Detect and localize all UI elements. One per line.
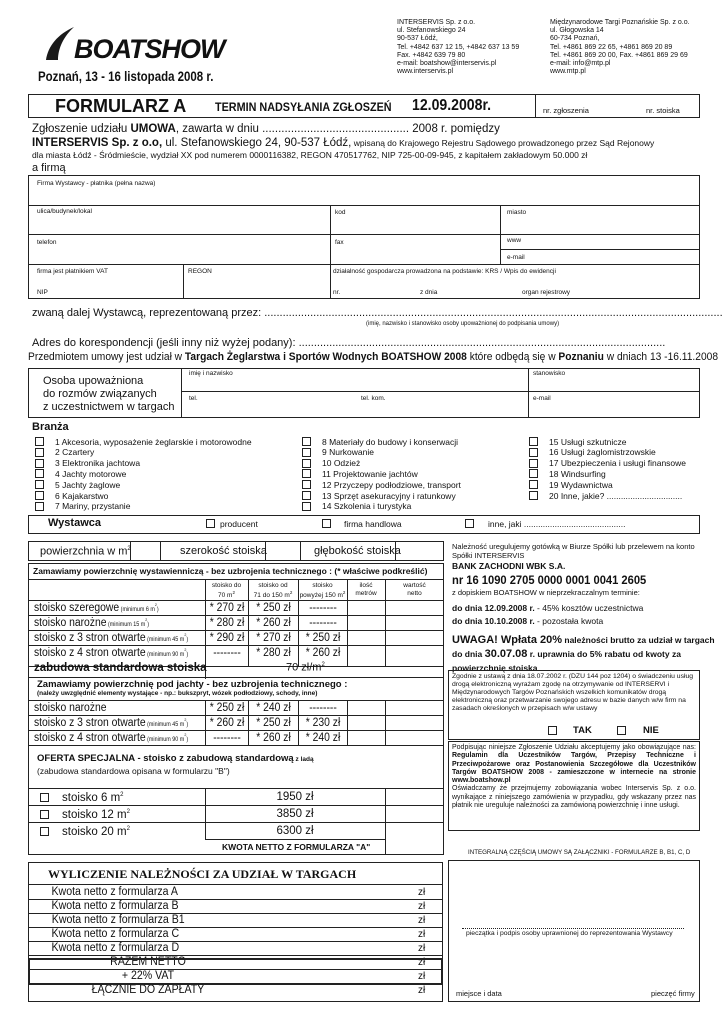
payment-account: nr 16 1090 2705 0000 0001 0041 2605 xyxy=(452,573,647,587)
pricing-value-cell[interactable] xyxy=(385,716,443,730)
pricing-qty-cell[interactable] xyxy=(347,731,385,745)
pricing-value-cell[interactable] xyxy=(385,601,443,615)
pricing-cell: -------- xyxy=(309,617,337,629)
branza-item: 4 Jachty motorowe xyxy=(55,468,127,479)
www-field[interactable]: www xyxy=(507,237,522,244)
summary-row-value[interactable] xyxy=(270,928,410,941)
summary-row-value[interactable] xyxy=(270,886,410,899)
pricing-col-header-sub: metrów xyxy=(355,590,377,597)
pricing-header-2: Zamawiamy powierzchnię pod jachty - bez uzbrojenia technicznego : xyxy=(37,679,348,690)
kwota-label: KWOTA NETTO Z FORMULARZA "A" xyxy=(222,842,371,852)
summary-row-unit: zł xyxy=(418,901,426,912)
pricing-cell: * 290 zł xyxy=(209,632,245,644)
intro-line1: Zgłoszenie udziału UMOWA, zawarta w dniu .............................................. 2008 r. pomiędzy xyxy=(32,123,500,135)
pricing-value-cell[interactable] xyxy=(385,616,443,630)
summary-row-label: Kwota netto z formularza A xyxy=(51,886,178,898)
inne-label: inne, jaki ........................................... xyxy=(488,519,626,529)
offer-label: stoisko 12 $m^2$ xyxy=(62,808,130,821)
glebokosc-label: głębokość stoiska xyxy=(314,545,401,557)
summary-row-unit: zł xyxy=(418,929,426,940)
pricing-col-header-sub: netto xyxy=(407,590,422,597)
summary-row-unit: zł xyxy=(418,957,426,968)
pricing-cell: -------- xyxy=(309,702,337,714)
summary-row-value[interactable] xyxy=(270,942,410,955)
pricing-qty-cell[interactable] xyxy=(347,631,385,645)
ulica-field[interactable]: ulica/budynek/lokal xyxy=(37,208,92,215)
pricing-col-header: stoisko xyxy=(312,582,333,589)
intro-line2: INTERSERVIS Sp. z o.o, ul. Stefanowskiego 24, 90-537 Łódź, wpisaną do Krajowego Rejestru Sądowego prowadzonego przez Sąd Rejonowy xyxy=(32,137,655,149)
branza-checkbox[interactable] xyxy=(35,437,44,446)
summary-row-label: Kwota netto z formularza B xyxy=(51,900,179,912)
pricing-cell: * 250 zł xyxy=(256,717,291,729)
regon-field[interactable]: REGON xyxy=(188,268,212,275)
pricing-row-label: stoisko z 3 stron otwarte (minimum 45 $m^2$) xyxy=(34,717,189,729)
org2-line: e-mail: info@mtp.pl xyxy=(550,60,611,68)
pricing-cell: * 260 zł xyxy=(256,732,291,744)
branza-checkbox[interactable] xyxy=(302,437,311,446)
payment-intro: Należność uregulujemy gotówką w Biurze Spółki lub przelewem na konto Spółki INTERSERVIS xyxy=(452,542,695,560)
pricing-cell: * 270 zł xyxy=(209,602,245,614)
signature-stamp: pieczęć firmy xyxy=(651,989,695,998)
branza-checkbox[interactable] xyxy=(35,480,44,489)
branza-item: 5 Jachty żaglowe xyxy=(55,479,121,490)
summary-row-value[interactable] xyxy=(270,984,410,997)
pricing-cell: -------- xyxy=(309,602,337,614)
consent-nie-checkbox[interactable] xyxy=(617,726,626,735)
pricing-row-label: stoisko z 3 stron otwarte (minimum 45 $m^2$) xyxy=(34,632,189,644)
offer-row-line xyxy=(28,822,444,823)
summary-row-unit: zł xyxy=(418,985,426,996)
firma-handlowa-label: firma handlowa xyxy=(344,519,402,529)
pricing-qty-cell[interactable] xyxy=(347,701,385,715)
branza-checkbox[interactable] xyxy=(302,448,311,457)
pricing-cell: * 260 zł xyxy=(305,647,341,659)
branza-title: Branża xyxy=(32,421,69,433)
pricing-row-label: stoisko szeregowe (minimum 6 $m^2$) xyxy=(34,602,159,614)
branza-checkbox[interactable] xyxy=(35,459,44,468)
pricing-cell: * 250 zł xyxy=(209,702,245,714)
pricing-cell: * 270 zł xyxy=(256,632,291,644)
branza-item: 19 Wydawnictwa xyxy=(549,479,613,490)
org2-line: www.mtp.pl xyxy=(550,68,586,76)
branza-checkbox[interactable] xyxy=(302,459,311,468)
contact-label xyxy=(43,375,183,414)
pricing-col-header: stoisko do xyxy=(211,582,242,589)
consent-nie-label: NIE xyxy=(643,725,659,736)
zabudowa-label: zabudowa standardowa stoiska xyxy=(34,662,207,674)
intro-line3: dla miasta Łódź - Śródmieście, wydział XX pod numerem 0000116382, REGON 470517762, NIP 725-00-09-945, z kapitałem zakładowym 50.000 zł xyxy=(32,150,588,160)
contact-name-field[interactable]: imię i nazwisko xyxy=(189,370,233,377)
szerokosc-label: szerokość stoiska xyxy=(180,545,267,557)
org1-line: www.interservis.pl xyxy=(397,68,454,76)
pricing-cell: -------- xyxy=(213,647,241,659)
exhibitor-data-grid xyxy=(28,175,700,299)
pricing-row-label: stoisko narożne xyxy=(34,702,107,714)
pricing-value-cell[interactable] xyxy=(385,701,443,715)
payment-note: z dopiskiem BOATSHOW w nieprzekraczalnym terminie: xyxy=(452,588,640,597)
branza-item: 15 Usługi szkutnicze xyxy=(549,436,627,447)
branza-checkbox[interactable] xyxy=(35,502,44,511)
representative-line[interactable]: zwaną dalej Wystawcą, reprezentowaną przez: ...................................................................................................................................................... xyxy=(32,307,723,319)
pricing-col-header-sub: 70 $m^2$ xyxy=(218,590,235,600)
pricing-cell: -------- xyxy=(213,732,241,744)
inne-checkbox[interactable] xyxy=(465,519,474,528)
branza-item: 9 Nurkowanie xyxy=(322,447,374,458)
org2-line: 60-734 Poznań, xyxy=(550,35,600,43)
email-field[interactable]: e-mail xyxy=(507,254,525,261)
summary-row-label: + 22% VAT xyxy=(121,970,175,982)
summary-row-unit: zł xyxy=(418,887,426,898)
representative-note: (imię, nazwisko i stanowisko osoby upoważnionej do podpisania umowy) xyxy=(366,321,560,327)
pricing-cell: * 240 zł xyxy=(256,702,291,714)
branza-checkbox[interactable] xyxy=(35,469,44,478)
branza-checkbox[interactable] xyxy=(302,502,311,511)
pricing-qty-cell[interactable] xyxy=(347,716,385,730)
offer-label: stoisko 6 $m^2$ xyxy=(62,791,124,804)
subject-line: Przedmiotem umowy jest udział w Targach Żeglarstwa i Sportów Wodnych BOATSHOW 2008 które odbędą się w Poznaniu w dniach 13 -16.11.2008 xyxy=(28,351,719,363)
branza-item: 14 Szkolenia i turystyka xyxy=(322,501,412,512)
summary-row-label: ŁĄCZNIE DO ZAPŁATY xyxy=(91,984,205,996)
deadline-date: 12.09.2008r. xyxy=(412,97,492,114)
pricing-cell: * 280 zł xyxy=(209,617,245,629)
consent-tak-checkbox[interactable] xyxy=(548,726,557,735)
pricing-value-cell[interactable] xyxy=(385,646,443,660)
pricing-qty-cell[interactable] xyxy=(347,646,385,660)
powierzchnia-label: powierzchnia w $m^2$ xyxy=(40,545,131,558)
pricing-qty-cell[interactable] xyxy=(347,601,385,615)
offer-price: 3850 zł xyxy=(276,808,314,820)
acceptance-text: Podpisując niniejsze Zgłoszenie Udziału akceptujemy jako obowiązujące nas: Regulamin dla Uczestników Targów, Przepisy Techniczne i Przeciwpożarowe oraz Postanowienia Szczegółowe dla Uczestników Targów BOATSHOW 2008 - zamieszczone w internecie na stronie www.boatshow.pl Oświadczamy że przejmujemy zobowiązania wobec Interservis Sp. z o.o. wynikające z niniejszego zamówienia w przypadku, gdy wskazany przez nas płatnik nie ureguluje należności za zamówioną powierzchnię i inne usługi. xyxy=(452,744,696,809)
branza-checkbox[interactable] xyxy=(302,469,311,478)
nr-field[interactable]: nr. xyxy=(333,289,341,296)
pricing-cell: * 240 zł xyxy=(305,732,341,744)
contact-email-field[interactable]: e-mail xyxy=(533,395,551,402)
contact-label-line: Osoba upoważniona xyxy=(43,375,144,387)
branza-checkbox[interactable] xyxy=(35,491,44,500)
org1-line: Fax. +4842 639 79 80 xyxy=(397,51,466,59)
org2-line: Tel. +4861 869 20 00, Fax. +4861 869 29 69 xyxy=(550,51,688,59)
miasto-field[interactable]: miasto xyxy=(507,209,527,216)
org1-line: e-mail: boatshow@interservis.pl xyxy=(397,60,497,68)
pricing-col-header-sub: 71 do 150 $m^2$ xyxy=(253,590,293,600)
org1-line: ul. Stefanowskiego 24 xyxy=(397,27,466,35)
org1-line: Tel. +4842 637 12 15, +4842 637 13 59 xyxy=(397,43,520,51)
summary-row-unit: zł xyxy=(418,943,426,954)
branza-checkbox[interactable] xyxy=(529,448,538,457)
payment-discount: UWAGA! Wpłata 20% należności brutto za udział w targach do dnia 30.07.08 r. uprawnia do 5% rabatu od kwoty za powierzchnię stoiska xyxy=(452,634,715,673)
branza-checkbox[interactable] xyxy=(529,491,538,500)
deadline-label: TERMIN NADSYŁANIA ZGŁOSZEŃ xyxy=(215,100,392,114)
nr-zgloszenia-field[interactable]: nr. zgłoszenia xyxy=(543,106,589,115)
boatshow-logo: BOATSHOW xyxy=(74,34,225,64)
event-dates: Poznań, 13 - 16 listopada 2008 r. xyxy=(38,69,214,84)
intro-line4: a firmą xyxy=(32,162,66,174)
correspondence-line[interactable]: Adres do korespondencji (jeśli inny niż wyżej podany): ........................................................................................................................ xyxy=(32,337,666,349)
firma-field[interactable]: Firma Wystawcy - płatnika (pełna nazwa) xyxy=(37,180,156,187)
offer-price: 1950 zł xyxy=(276,791,314,803)
offer-checkbox[interactable] xyxy=(40,827,49,836)
contact-position-field[interactable]: stanowisko xyxy=(533,370,566,377)
offer-title: OFERTA SPECJALNA - stoisko z zabudową standardową z ladą xyxy=(37,753,314,764)
offer-label: stoisko 20 $m^2$ xyxy=(62,825,130,838)
branza-item: 20 Inne, jakie? ................................ xyxy=(549,490,683,501)
z-dnia-field[interactable]: z dnia xyxy=(420,289,438,296)
offer-price: 6300 zł xyxy=(276,825,314,837)
pricing-cell: * 250 zł xyxy=(305,632,341,644)
offer-checkbox[interactable] xyxy=(40,793,49,802)
payment-bank: BANK ZACHODNI WBK S.A. xyxy=(452,561,566,571)
telefon-field[interactable]: telefon xyxy=(37,239,57,246)
pricing-header: Zamawiamy powierzchnię wystawienniczą - bez uzbrojenia technicznego : (* właściwe podkreślić) xyxy=(33,566,428,576)
contact-tel-field[interactable]: tel. xyxy=(189,395,198,402)
pricing-row-label: stoisko narożne (minimum 15 $m^2$) xyxy=(34,617,150,629)
boatshow-logo-sail-icon xyxy=(44,26,78,62)
branza-item: 3 Elektronika jachtowa xyxy=(55,458,141,469)
pricing-col-header-sub: powyżej 150 $m^2$ xyxy=(299,590,346,600)
org1-line: 90-537 Łódź, xyxy=(397,35,438,43)
pricing-cell: * 280 zł xyxy=(256,647,291,659)
pricing-row-label: stoisko z 4 stron otwarte (minimum 90 $m^2$) xyxy=(34,732,189,744)
summary-row-label: Kwota netto z formularza D xyxy=(51,942,180,954)
producent-checkbox[interactable] xyxy=(206,519,215,528)
summary-row-value[interactable] xyxy=(270,914,410,927)
offer-checkbox[interactable] xyxy=(40,810,49,819)
offer-note: (zabudowa standardowa opisana w formularzu "B") xyxy=(37,766,230,776)
consent-tak-label: TAK xyxy=(573,725,592,736)
summary-row-label: Kwota netto z formularza B1 xyxy=(51,914,185,926)
summary-row-value[interactable] xyxy=(270,900,410,913)
branza-item: 11 Projektowanie jachtów xyxy=(322,468,418,479)
org2-line: Międzynarodowe Targi Poznańskie Sp. z o.o. xyxy=(550,19,690,26)
branza-checkbox[interactable] xyxy=(302,491,311,500)
zabudowa-price: 70 $zł/m^2$ xyxy=(286,661,325,674)
pricing-cell: * 260 zł xyxy=(256,617,291,629)
pricing-cell: * 260 zł xyxy=(209,717,245,729)
integral-note: INTEGRALNĄ CZĘŚCIĄ UMOWY SĄ ZAŁĄCZNIKI - FORMULARZE B, B1, C, D xyxy=(468,849,691,856)
summary-title: WYLICZENIE NALEŻNOŚCI ZA UDZIAŁ W TARGACH xyxy=(48,867,357,881)
form-title: FORMULARZ A xyxy=(55,96,187,116)
pricing-cell: * 230 zł xyxy=(305,717,341,729)
org1-line: INTERSERVIS Sp. z o.o. xyxy=(397,19,476,26)
pricing-row-label: stoisko z 4 stron otwarte (minimum 90 $m^2$) xyxy=(34,647,189,659)
organ-field[interactable]: organ rejestrowy xyxy=(522,289,571,296)
vat-field[interactable]: firma jest płatnikiem VAT xyxy=(37,268,108,275)
branza-checkbox[interactable] xyxy=(35,448,44,457)
branza-item: 12 Przyczepy podłodziowe, transport xyxy=(322,479,461,490)
pricing-value-cell[interactable] xyxy=(385,731,443,745)
branza-item: 6 Kajakarstwo xyxy=(55,490,109,501)
branza-item: 18 Windsurfing xyxy=(549,468,606,479)
pricing-col-header: stoisko od xyxy=(258,582,288,589)
wystawca-label: Wystawca xyxy=(48,517,101,529)
branza-checkbox[interactable] xyxy=(529,480,538,489)
summary-row-unit: zł xyxy=(418,971,426,982)
pricing-qty-cell[interactable] xyxy=(347,616,385,630)
org2-line: ul. Głogowska 14 xyxy=(550,27,604,35)
contact-telkom-field[interactable]: tel. kom. xyxy=(361,395,386,402)
offer-row-line xyxy=(28,805,444,806)
payment-deadline-2: do dnia 10.10.2008 r. - pozostała kwota xyxy=(452,616,604,626)
nip-field[interactable]: NIP xyxy=(37,289,48,296)
summary-row-label: RAZEM NETTO xyxy=(110,956,186,968)
producent-label: producent xyxy=(220,519,258,529)
kod-field[interactable]: kod xyxy=(335,209,346,216)
fax-field[interactable]: fax xyxy=(335,239,344,246)
branza-checkbox[interactable] xyxy=(529,437,538,446)
branza-item: 13 Sprzęt asekuracyjny i ratunkowy xyxy=(322,490,456,501)
organizer-interservis xyxy=(397,19,519,76)
contact-label-line: z uczestnictwem w targach xyxy=(43,401,175,413)
pricing-col-header: ilość xyxy=(359,582,373,589)
org2-line: Tel. +4861 869 22 65, +4861 869 20 89 xyxy=(550,43,673,51)
branza-item: 8 Materiały do budowy i konserwacji xyxy=(322,436,459,447)
pricing-cell: * 250 zł xyxy=(256,602,291,614)
summary-row-label: Kwota netto z formularza C xyxy=(51,928,180,940)
branza-item: 17 Ubezpieczenia i usługi finansowe xyxy=(549,458,687,469)
contact-label-line: do rozmów związanych xyxy=(43,388,157,400)
branza-checkbox[interactable] xyxy=(529,459,538,468)
branza-item: 16 Usługi żaglomistrzowskie xyxy=(549,447,656,458)
branza-checkbox[interactable] xyxy=(302,480,311,489)
nr-stoiska-field[interactable]: nr. stoiska xyxy=(646,106,680,115)
signature-label: pieczątka i podpis osoby uprawnionej do reprezentowania Wystawcy xyxy=(466,930,673,937)
signature-place-date[interactable]: miejsce i data xyxy=(456,989,502,998)
pricing-col-header: wartość xyxy=(403,582,426,589)
branza-item: 2 Czartery xyxy=(55,447,95,458)
pricing-value-cell[interactable] xyxy=(385,631,443,645)
organizer-mtp xyxy=(550,19,690,76)
branza-checkbox[interactable] xyxy=(529,469,538,478)
branza-item: 10 Odzież xyxy=(322,458,361,469)
branza-item: 1 Akcesoria, wyposażenie żeglarskie i motorowodne xyxy=(55,436,252,447)
summary-row-unit: zł xyxy=(418,915,426,926)
payment-deadline-1: do dnia 12.09.2008 r. - 45% kosztów uczestnictwa xyxy=(452,603,644,613)
pricing-header-2-note: (należy uwzględnić elementy wystające - np.: bukszpryt, wózek podłodziowy, schody, inne) xyxy=(37,690,318,697)
branza-item: 7 Mariny, przystanie xyxy=(55,501,131,512)
krs-field[interactable]: działalność gospodarcza prowadzona na podstawie: KRS / Wpis do ewidencji xyxy=(333,268,556,275)
firma-handlowa-checkbox[interactable] xyxy=(322,519,331,528)
consent-text: Zgodnie z ustawą z dnia 18.07.2002 r. (DZU 144 poz 1204) o świadczeniu usług drogą elektroniczną wyrażam zgodę na otrzymywanie od INTERSERVI i Międzynarodowych Targów Poznańskich wszelkich komunikatów drogą elektroniczną oraz przetwarzanie swojego adresu w bazie danych w/w firm na zasadach określonych w przepisach w/w ustawy xyxy=(452,673,694,713)
summary-razem-box xyxy=(28,958,443,985)
